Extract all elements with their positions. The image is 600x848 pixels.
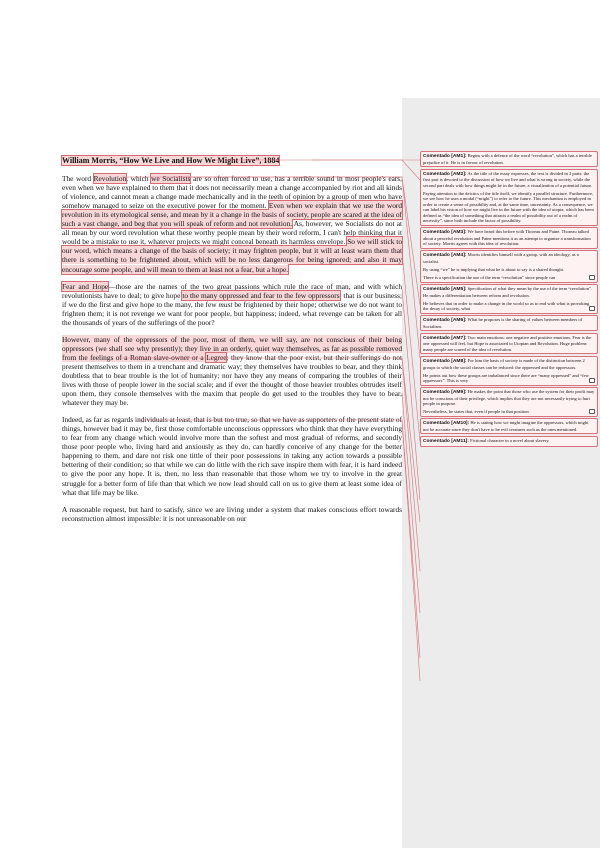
paragraph-2	[62, 282, 402, 327]
highlight-oppressed-oppressors[interactable]: to the many oppressed and fear to the few oppressors	[182, 290, 340, 300]
comment-text: For him the basis of society is made of the distinction between 2 groups to which the social classes can be reduced: the oppressed and the oppressors.	[423, 358, 585, 370]
highlight-unconscious-oppressors[interactable]: However, many of the oppressors of the poor, most of them, we will say, are not conscious of their being oppressors (we shall see why presently); they live in an orderly, quiet way themselves, as far as possible removed from the feelings of a Roman slave-owner or a	[62, 334, 402, 362]
paragraph-5: A reasonable request, but hard to satisfy, since we are living under a system that makes conscious effort towards reconstruction almost impossible: it is not unreasonable on our	[62, 504, 402, 523]
comment-text: What he proposes is the sharing of values between members of Socialism.	[423, 317, 583, 329]
comment-text: He makes the point that those who use the system for their profit may not be conscious of their privilege, which implies that they are not necessarily trying to hurt people in purpose.	[423, 389, 595, 407]
comment-text: By using “we” he is implying that what he is about to say is a shared thought.	[423, 266, 565, 272]
highlight-fear-and-hope[interactable]: Fear and Hope	[62, 281, 109, 291]
comment-am5[interactable]	[420, 284, 598, 314]
comment-am11[interactable]	[420, 436, 598, 447]
comment-text: He believes that in order to make a change in the world so as to end with what is provoking the decay of society, what	[423, 300, 590, 312]
comment-text: He points out how these groups are imbalanced since there are “many oppressed” and “few oppressors”. This is very	[423, 372, 589, 384]
comment-label: Comentado [AM2]:	[423, 171, 467, 177]
text-run: As, however, we Socialists do not at all mean by our word revolution what these worthy people mean by their word reform, I can't help thinking that it would be a mistake to use it, whatever projects we might conceal beneath its harmless envelope.	[62, 219, 402, 247]
title-text[interactable]: William Morris, “How We Live and How We Might Live”, 1884	[62, 156, 280, 165]
comment-label: Comentado [AM3]:	[423, 230, 467, 236]
text-run: are so often forced to use, has a terrible sound in most people's ears, even when we have explained to them that it does not necessarily mean a change accompanied by riot and all kinds of violence, and cannot mean a change made mechanically and in the teeth of opinion by a group of men who have somehow managed to seize on the executive power for the moment.	[62, 174, 402, 211]
expand-comment-icon[interactable]	[589, 378, 595, 383]
comment-label: Comentado [AM4]:	[423, 253, 467, 259]
comment-label: Comentado [AM6]:	[423, 318, 467, 324]
paragraph-1	[62, 174, 402, 274]
paragraph-4: Indeed, as far as regards individuals at least, that is but too true, so that we have as supporters of the present state of things, however bad it may be, first those comfortable unconscious oppressors who think that they have everything to fear from any change which would involve more than the softest and most gradual of reforms, and secondly those poor people who, living hard and anxiously as they do, can hardly conceive of any change for the better happening to them, and dare not risk one tittle of their poor possessions in taking any action towards a possible bettering of their condition; so that while we can do little with the rich save inspire them with fear, it is hard indeed to give the poor any hope. It is, then, no less than reasonable that those whom we try to involve in the great struggle for a better form of life than that which we now lead should call on us to give them at least some idea of what that life may be like.	[62, 415, 402, 497]
comment-am4[interactable]	[420, 250, 598, 282]
comment-label: Comentado [AM11]:	[423, 439, 469, 444]
comment-label: Comentado [AM1]:	[423, 154, 467, 159]
highlight-we-socialists[interactable]: we Socialists	[151, 174, 191, 184]
expand-comment-icon[interactable]	[589, 275, 595, 280]
comment-text: We have heard this before with Thoreau and Paine. Thoreau talked about a peaceful revolution and Paine mentions it as an attempt to organize a transformation of society. Morris agrees with this idea of revolution.	[423, 229, 591, 247]
comment-text: Paying attention to the deictics of the title itself, we identify a parallel structure. Furthermore, we see how he uses a modal (“might”) to refer to the future. This mechanism is employed in order to create a sense of possibility and, at the same time, uncertainty. As a consequence, we can label his vision of how we might live in the future with the idea of utopia, which has been defined as “the idea of something that attracts a realm of possibility out of a realm of necessity”, since both include the factor of possibility.	[423, 190, 594, 224]
comment-am10[interactable]	[420, 418, 598, 434]
comment-text: Begins with a defence of the word “revolution”, which has a terrible prejudice of it. He is in favour of revolution.	[423, 153, 592, 165]
expand-comment-icon[interactable]	[589, 409, 595, 414]
highlight-legree[interactable]: Legree	[206, 352, 227, 362]
text-run: , which	[126, 174, 152, 184]
comment-am8[interactable]	[420, 356, 598, 386]
text-run-italic: must	[218, 299, 233, 309]
highlight-revolution[interactable]: Revolution	[93, 174, 127, 184]
page-title	[62, 156, 402, 165]
comment-label: Comentado [AM8]:	[423, 359, 467, 365]
comment-label: Comentado [AM7]:	[423, 335, 467, 341]
paragraph-3	[62, 335, 402, 407]
comment-label: Comentado [AM5]:	[423, 287, 467, 293]
comment-text: He is stating how we might imagine the oppressors, which might not be accurate since they don't have to be evil creatures such as the ones mentioned.	[423, 420, 589, 432]
comment-label: Comentado [AM9]:	[423, 390, 467, 396]
comment-label: Comentado [AM10]:	[423, 421, 470, 427]
comment-am6[interactable]	[420, 315, 598, 331]
text-run: ; they know that the poor exist, but their sufferings do not present themselves to them in a trenchant and dramatic way; they themselves have troubles to bear, and they think doubtless that to bear trouble is the lot of humanity; nor have they any means of comparing the troubles of their lives with those of people lower in the social scale; and if ever the thought of those heavier troubles obtrudes itself upon them, they console themselves with the maxim that people do get used to the troubles they have to bear, whatever they may be.	[62, 352, 403, 408]
text-run: The word	[62, 174, 94, 184]
comment-text: Nevertheless, he states that, even if people in that position	[423, 409, 529, 415]
comment-am7[interactable]	[420, 333, 598, 355]
text-run: , that is our business; if we do the first and give hope to the many, the few	[62, 290, 402, 309]
comment-text: Specification of what they mean by the use of the term “revolution”. He makes a differentiation between reform and revolution.	[423, 286, 593, 298]
comment-text: Morris identifies himself with a group, with an ideology, as a socialist.	[423, 252, 579, 264]
comment-am2[interactable]	[420, 169, 598, 226]
comment-text: There is a specification the use of the term “revolution” since people can	[423, 275, 556, 281]
highlight-etymological[interactable]: Even when we explain that we use the word revolution in its etymological sense, and mean by it a change in the basis of society, people are scared at the idea of such a vast change, and beg that you will speak of reform and not revolution.	[62, 201, 403, 229]
comments-list	[420, 151, 598, 448]
text-run: —those are the names of the two great passions which rule the race of man, and with which revolutionists have to deal; to give hope	[62, 281, 403, 300]
expand-comment-icon[interactable]	[589, 306, 595, 311]
comment-am3[interactable]	[420, 227, 598, 249]
document-body	[62, 156, 402, 531]
comment-text: Two main emotions: one negative and positive emotions. Fear is the one oppressed will feel, but Hope is associated to Utopian and Revolution. Huge problem: many people are scared of the idea of revolution.	[423, 334, 592, 352]
highlight-stick-to-word[interactable]: So we will stick to our word, which means a change of the basis of society; it may frighten people, but it will at least warn them that there is something to be frightened about, which will be no less dangerous for being ignored; and also it may encourage some people, and will mean to them at least not a fear, but a hope.	[62, 237, 403, 274]
comment-am9[interactable]	[420, 387, 598, 417]
text-run: be frightened by their hope; otherwise we do not want to frighten them; it is not revenge we want for poor people, but happiness; indeed, what revenge can be taken for all the thousands of years of the sufferings of the poor?	[62, 299, 402, 327]
comment-text: As the title of the essay expresses, the text is divided in 2 parts: the first part is devoted to the discussion of how we live and what is wrong in society, while the second part deals with how things might be in the future, a visualization of a potential future.	[423, 170, 593, 188]
comment-am1[interactable]	[420, 151, 598, 167]
comment-text: Fictional character in a novel about slavery.	[470, 438, 550, 443]
